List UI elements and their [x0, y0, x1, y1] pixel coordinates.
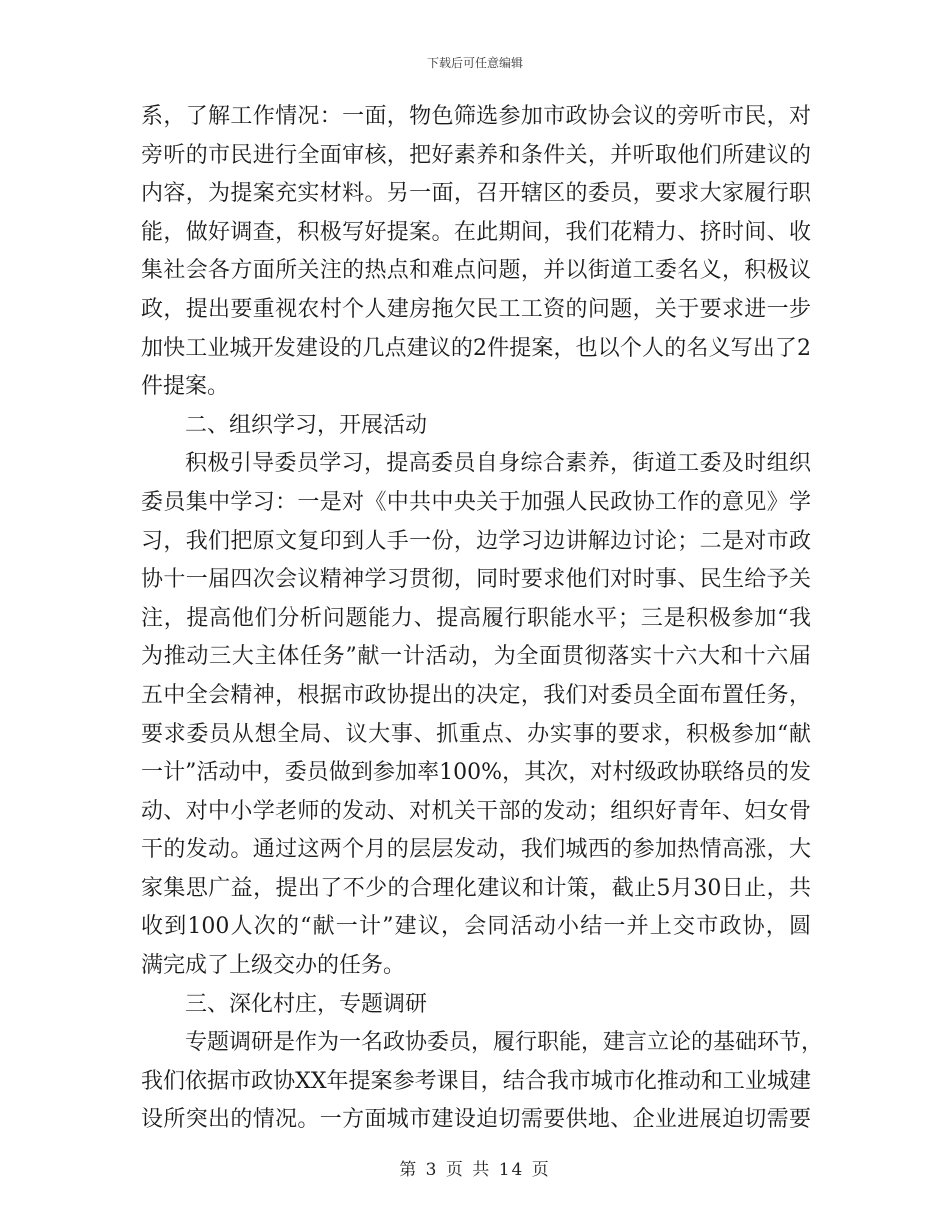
paragraph-line: 五中全会精神，根据市政协提出的决定，我们对委员全面布置任务， — [141, 682, 811, 708]
paragraph-line: 收到100人次的“献一计”建议，会同活动小结一并上交市政协，圆 — [141, 914, 811, 940]
paragraph-line-indented: 三、深化村庄，专题调研 — [185, 991, 428, 1017]
paragraph-line: 动、对中小学老师的发动、对机关干部的发动；组织好青年、妇女骨 — [141, 798, 811, 824]
paragraph-line: 件提案。 — [141, 374, 230, 400]
paragraph-line: 家集思广益，提出了不少的合理化建议和计策，截止5月30日止，共 — [141, 875, 811, 901]
page-footer: 第 3 页 共 14 页 — [399, 1160, 551, 1180]
paragraph-line-indented: 二、组织学习，开展活动 — [185, 412, 428, 438]
paragraph-line: 能，做好调查，积极写好提案。在此期间，我们花精力、挤时间、收 — [141, 219, 811, 245]
paragraph-line: 注，提高他们分析问题能力、提高履行职能水平；三是积极参加“我 — [141, 605, 811, 631]
paragraph-line: 旁听的市民进行全面审核，把好素养和条件关，并听取他们所建议的 — [141, 142, 811, 168]
paragraph-line: 为推动三大主体任务”献一计活动，为全面贯彻落实十六大和十六届 — [141, 644, 811, 670]
paragraph-line: 协十一届四次会议精神学习贯彻，同时要求他们对时事、民生给予关 — [141, 567, 811, 593]
paragraph-line: 加快工业城开发建设的几点建议的2件提案，也以个人的名义写出了2 — [141, 335, 811, 361]
paragraph-line-indented: 积极引导委员学习，提高委员自身综合素养，街道工委及时组织 — [185, 451, 811, 477]
paragraph-line-indented: 专题调研是作为一名政协委员，履行职能，建言立论的基础环节， — [185, 1030, 824, 1056]
page-header: 下载后可任意编辑 — [426, 56, 523, 70]
paragraph-line: 设所突出的情况。一方面城市建设迫切需要供地、企业进展迫切需要 — [141, 1107, 811, 1133]
paragraph-line: 集社会各方面所关注的热点和难点问题，并以街道工委名义，积极议 — [141, 258, 811, 284]
document-body — [141, 98, 824, 1140]
paragraph-line: 要求委员从想全局、议大事、抓重点、办实事的要求，积极参加“献 — [141, 721, 811, 747]
paragraph-line: 一计”活动中，委员做到参加率100%，其次，对村级政协联络员的发 — [141, 760, 811, 786]
paragraph-line: 满完成了上级交办的任务。 — [141, 953, 406, 979]
paragraph-line: 习，我们把原文复印到人手一份，边学习边讲解边讨论；二是对市政 — [141, 528, 811, 554]
paragraph-line: 我们依据市政协XX年提案参考课目，结合我市城市化推动和工业城建 — [141, 1068, 811, 1094]
paragraph-line: 内容，为提案充实材料。另一面，召开辖区的委员，要求大家履行职 — [141, 181, 811, 207]
paragraph-line: 委员集中学习：一是对《中共中央关于加强人民政协工作的意见》学 — [141, 489, 811, 515]
paragraph-line: 系，了解工作情况：一面，物色筛选参加市政协会议的旁听市民，对 — [141, 104, 811, 129]
paragraph-line: 干的发动。通过这两个月的层层发动，我们城西的参加热情高涨，大 — [141, 837, 811, 863]
paragraph-line: 政，提出要重视农村个人建房拖欠民工工资的问题，关于要求进一步 — [141, 296, 811, 322]
